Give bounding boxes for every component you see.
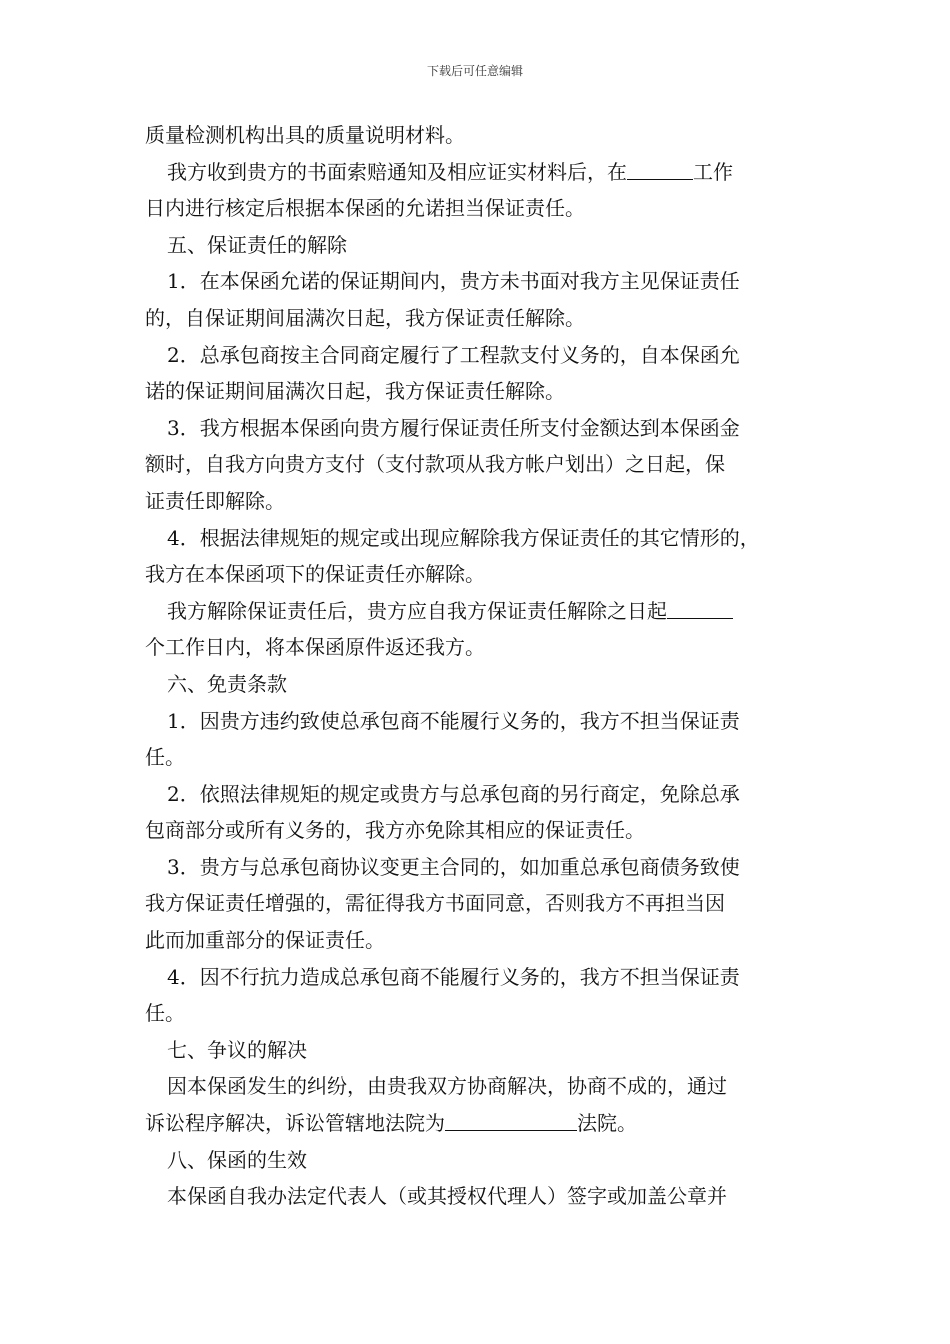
body-line: 我方保证责任增强的，需征得我方书面同意，否则我方不再担当因 [145,891,725,916]
fill-in-blank [667,596,733,619]
body-line: 日内进行核定后根据本保函的允诺担当保证责任。 [145,196,585,221]
clause-line: 2．总承包商按主合同商定履行了工程款支付义务的，自本保函允 [167,342,740,367]
clause-line: 4．因不行抗力造成总承包商不能履行义务的，我方不担当保证责 [167,964,740,989]
fill-in-blank [627,157,693,180]
section-heading: 七、争议的解决 [167,1037,307,1062]
clause-line: 1．在本保函允诺的保证期间内，贵方未书面对我方主见保证责任 [167,269,740,294]
body-line: 质量检测机构出具的质量说明材料。 [145,123,465,147]
body-line: 的，自保证期间届满次日起，我方保证责任解除。 [145,305,585,330]
line-text: 诉讼程序解决，诉讼管辖地法院为 [145,1111,445,1136]
body-line [145,593,815,630]
body-line: 我方在本保函项下的保证责任亦解除。 [145,562,485,587]
body-line: 此而加重部分的保证责任。 [145,928,385,953]
body-line: 本保函自我办法定代表人（或其授权代理人）签字或加盖公章并 [167,1184,727,1209]
body-line: 任。 [145,745,185,770]
line-text-tail: 法院。 [577,1111,637,1136]
section-heading: 八、保函的生效 [167,1147,307,1172]
line-text: 我方收到贵方的书面索赔通知及相应证实材料后，在 [167,159,627,184]
body-line: 包商部分或所有义务的，我方亦免除其相应的保证责任。 [145,818,645,843]
fill-in-blank [445,1108,577,1131]
clause-line: 3．我方根据本保函向贵方履行保证责任所支付金额达到本保函金 [167,415,740,440]
body-line: 证责任即解除。 [145,488,285,513]
page-header: 下载后可任意编辑 [426,64,523,78]
section-heading: 五、保证责任的解除 [167,232,347,257]
body-line: 任。 [145,1001,185,1026]
line-text-tail: 工作 [693,159,733,184]
section-heading: 六、免责条款 [167,671,287,696]
clause-line: 4．根据法律规矩的规定或出现应解除我方保证责任的其它情形的， [167,525,760,550]
clause-line: 2．依照法律规矩的规定或贵方与总承包商的另行商定，免除总承 [167,781,740,806]
body-line: 因本保函发生的纠纷，由贵我双方协商解决，协商不成的，通过 [167,1074,727,1099]
body-line: 个工作日内，将本保函原件返还我方。 [145,635,485,660]
body-line: 额时，自我方向贵方支付（支付款项从我方帐户划出）之日起，保 [145,452,725,477]
line-text: 我方解除保证责任后，贵方应自我方保证责任解除之日起 [167,598,667,623]
document-body [145,117,815,1215]
body-line [145,154,815,191]
clause-line: 3．贵方与总承包商协议变更主合同的，如加重总承包商债务致使 [167,854,740,879]
clause-line: 1．因贵方违约致使总承包商不能履行义务的，我方不担当保证责 [167,708,740,733]
body-line [145,1105,815,1142]
body-line: 诺的保证期间届满次日起，我方保证责任解除。 [145,379,565,404]
